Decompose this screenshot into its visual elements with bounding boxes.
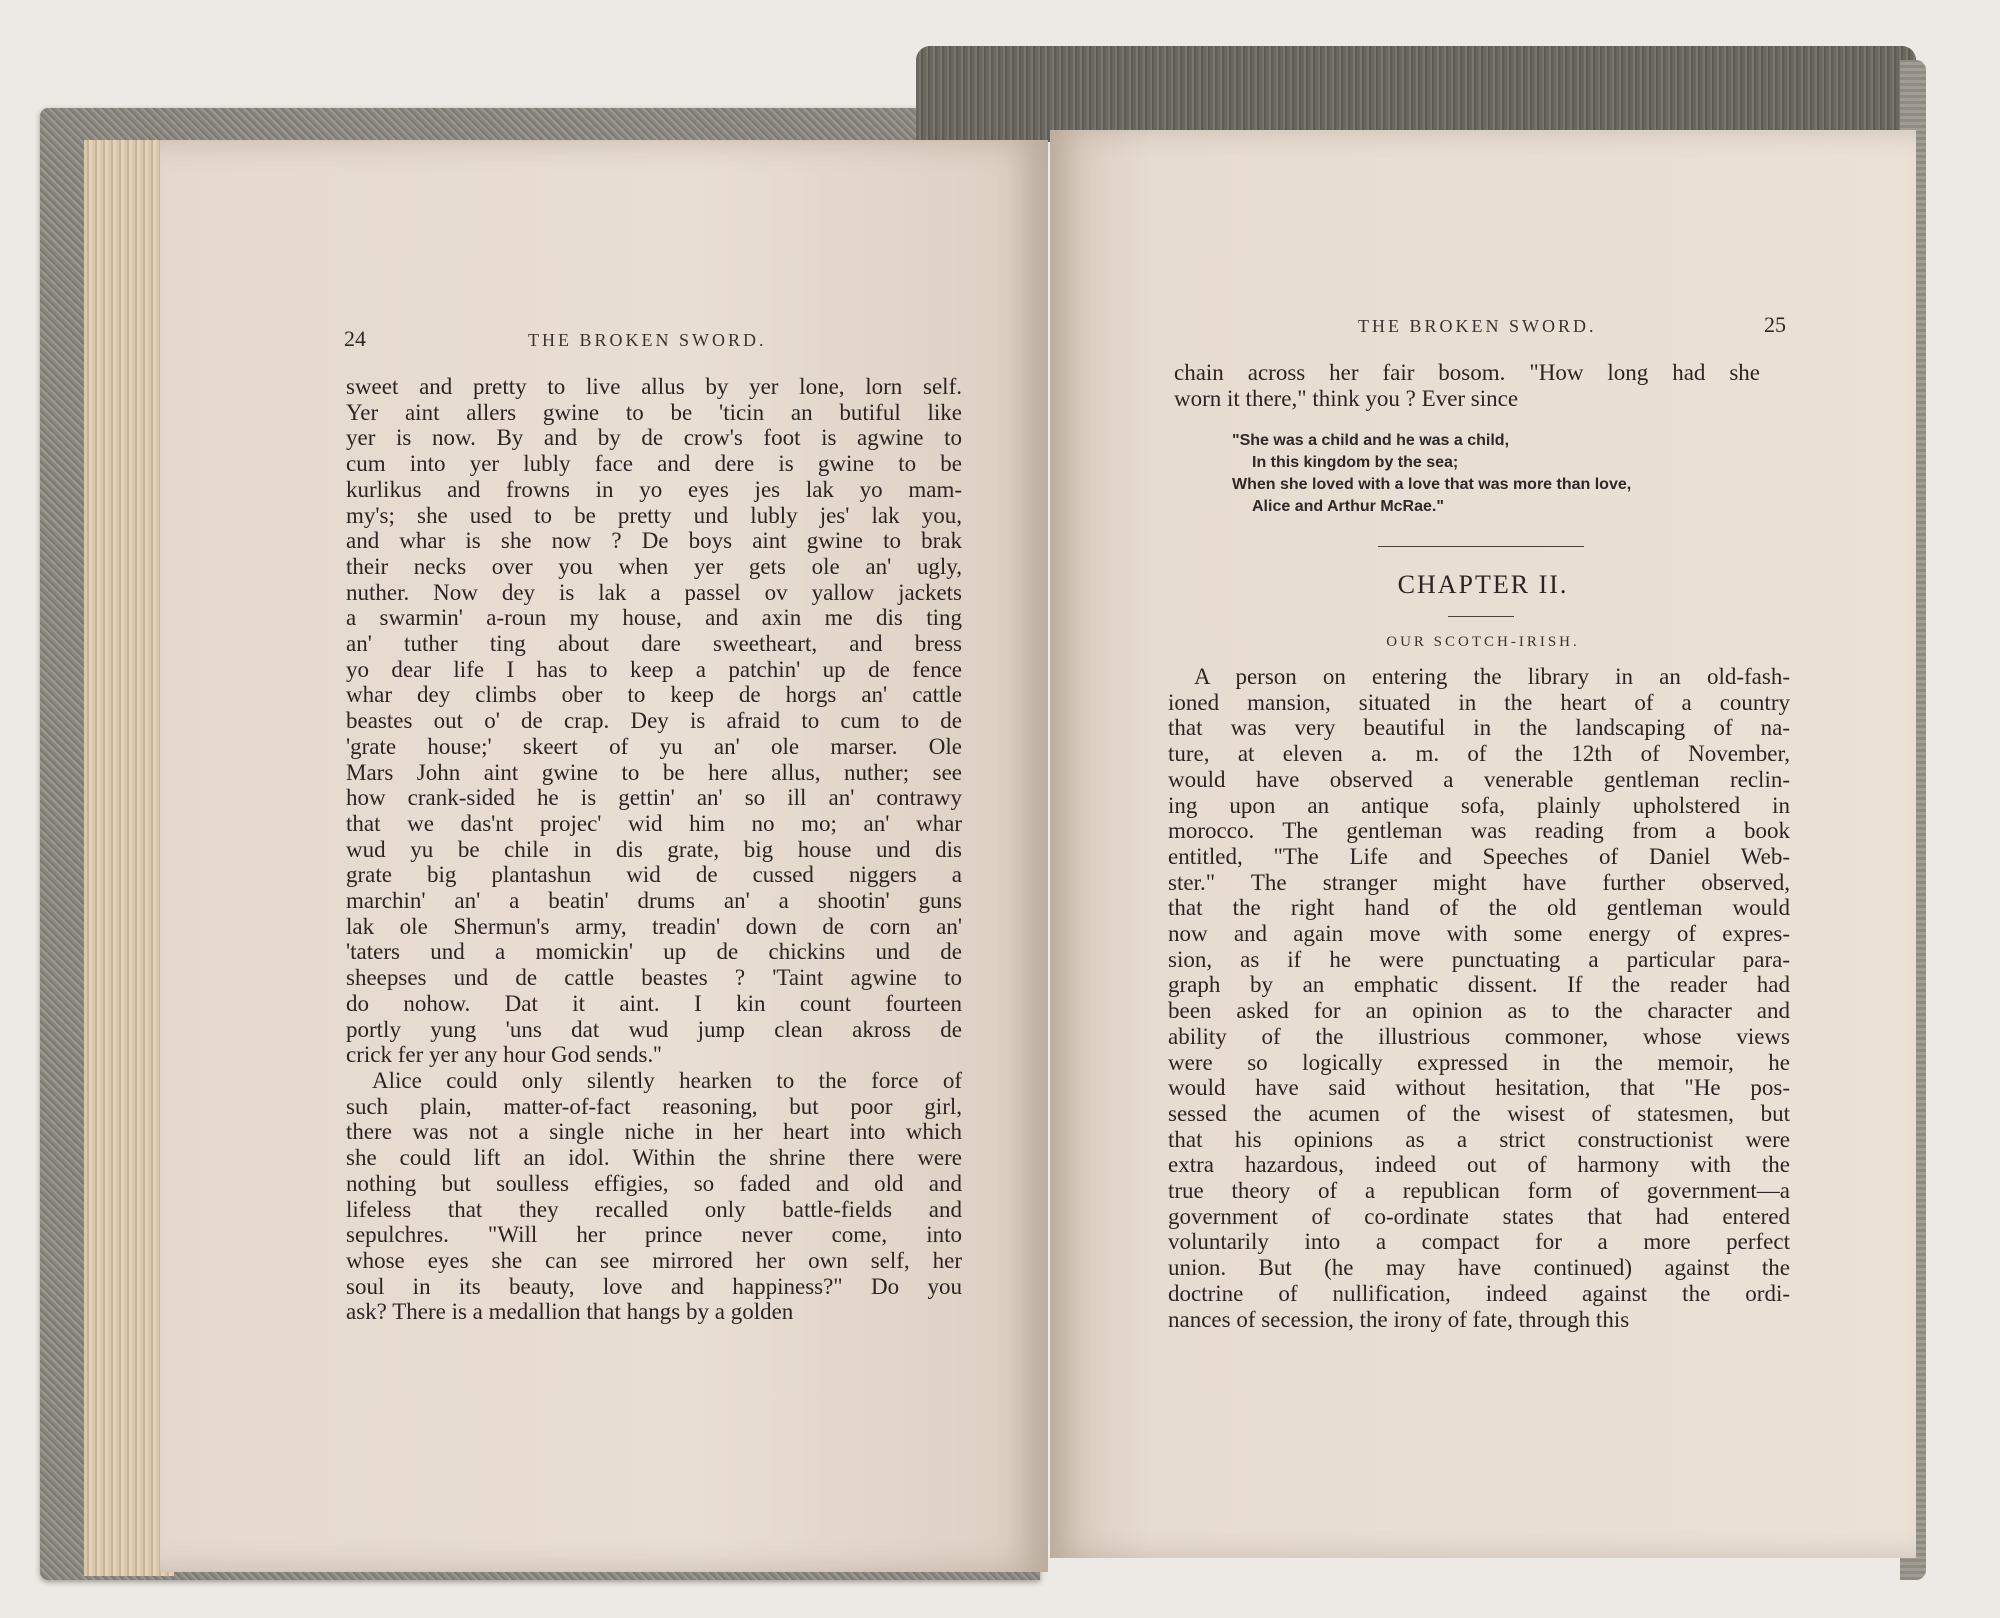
right-page-body bbox=[1168, 664, 1790, 1332]
text-line: chain across her fair bosom. "How long had she bbox=[1174, 360, 1760, 385]
text-line: ioned mansion, situated in the heart of a country bbox=[1168, 689, 1790, 715]
text-line: beastes out o' de crap. Dey is afraid to cum to de bbox=[346, 708, 962, 734]
text-line: morocco. The gentleman was reading from a book bbox=[1168, 818, 1790, 844]
text-line: extra hazardous, indeed out of harmony with the bbox=[1168, 1152, 1790, 1178]
text-line: ability of the illustrious commoner, whose views bbox=[1168, 1023, 1790, 1049]
poem-line: Alice and Arthur McRae." bbox=[1252, 498, 1444, 515]
text-line: doctrine of nullification, indeed against the ordi- bbox=[1168, 1280, 1790, 1306]
text-line: Yer aint allers gwine to be 'ticin an butiful like bbox=[346, 399, 962, 425]
text-line: portly yung 'uns dat wud jump clean akross de bbox=[346, 1016, 962, 1042]
text-line: voluntarily into a compact for a more perfect bbox=[1168, 1229, 1790, 1255]
chapter-title-rule bbox=[1448, 616, 1514, 617]
text-line: marchin' an' a beatin' drums an' a shootin' guns bbox=[346, 888, 962, 914]
text-line: Mars John aint gwine to be here allus, nuther; see bbox=[346, 759, 962, 785]
text-line: an' tuther ting about dare sweetheart, and bress bbox=[346, 631, 962, 657]
text-line: ster." The stranger might have further observed, bbox=[1168, 869, 1790, 895]
text-line: worn it there," think you ? Ever since bbox=[1174, 385, 1519, 411]
text-line: my's; she used to be pretty und lubly jes' lak you, bbox=[346, 502, 962, 528]
text-line: lifeless that they recalled only battle-fields and bbox=[346, 1196, 962, 1222]
text-line: whose eyes she can see mirrored her own self, her bbox=[346, 1247, 962, 1273]
text-line: soul in its beauty, love and happiness?" Do you bbox=[346, 1273, 962, 1299]
text-line: yo dear life I has to keep a patchin' up de fence bbox=[346, 656, 962, 682]
text-line: there was not a single niche in her heart into which bbox=[346, 1119, 962, 1145]
text-line: yer is now. By and by de crow's foot is agwine to bbox=[346, 425, 962, 451]
text-line: sessed the acumen of the wisest of statesmen, but bbox=[1168, 1100, 1790, 1126]
text-line: crick fer yer any hour God sends.'' bbox=[346, 1042, 662, 1068]
text-line: sion, as if he were punctuating a particular para- bbox=[1168, 946, 1790, 972]
left-page-body bbox=[346, 374, 962, 1325]
text-line: that the right hand of the old gentleman would bbox=[1168, 895, 1790, 921]
text-line: graph by an emphatic dissent. If the reader had bbox=[1168, 972, 1790, 998]
poem-quote bbox=[1232, 430, 1752, 518]
text-line: sweet and pretty to live allus by yer lone, lorn self. bbox=[346, 374, 962, 399]
text-line: do nohow. Dat it aint. I kin count fourteen bbox=[346, 990, 962, 1016]
text-line: lak ole Shermun's army, treadin' down de corn an' bbox=[346, 913, 962, 939]
text-line: that his opinions as a strict constructionist were bbox=[1168, 1126, 1790, 1152]
text-line: nothing but soulless effigies, so faded and old and bbox=[346, 1170, 962, 1196]
left-page-number: 24 bbox=[344, 326, 366, 351]
text-line: and whar is she now ? De boys aint gwine to brak bbox=[346, 528, 962, 554]
text-line: ing upon an antique sofa, plainly upholstered in bbox=[1168, 792, 1790, 818]
text-line: A person on entering the library in an old-fash- bbox=[1194, 664, 1790, 689]
text-line: nuther. Now dey is lak a passel ov yallow jackets bbox=[346, 579, 962, 605]
text-line: 'grate house;' skeert of yu an' ole marser. Ole bbox=[346, 733, 962, 759]
text-line: she could lift an idol. Within the shrine there were bbox=[346, 1145, 962, 1171]
text-line: cum into yer lubly face and dere is gwine to be bbox=[346, 451, 962, 477]
text-line: whar dey climbs ober to keep de horgs an' cattle bbox=[346, 682, 962, 708]
text-line: wud yu be chile in dis grate, big house und dis bbox=[346, 836, 962, 862]
text-line: been asked for an opinion as to the character and bbox=[1168, 998, 1790, 1024]
text-line: grate big plantashun wid de cussed niggers a bbox=[346, 862, 962, 888]
text-line: that was very beautiful in the landscaping of na- bbox=[1168, 715, 1790, 741]
right-page-opening-text bbox=[1174, 360, 1760, 411]
chapter-title: CHAPTER II. bbox=[1397, 570, 1569, 599]
text-line: would have observed a venerable gentleman reclin- bbox=[1168, 766, 1790, 792]
text-line: sheepses und de cattle beastes ? 'Taint agwine to bbox=[346, 965, 962, 991]
text-line: sepulchres. "Will her prince never come, into bbox=[346, 1222, 962, 1248]
text-line: kurlikus and frowns in yo eyes jes lak yo mam- bbox=[346, 476, 962, 502]
text-line: that we das'nt projec' wid him no mo; an' whar bbox=[346, 810, 962, 836]
right-book-page-edges bbox=[916, 46, 1916, 142]
poem-line: "She was a child and he was a child, bbox=[1232, 432, 1510, 449]
text-line: now and again move with some energy of expres- bbox=[1168, 921, 1790, 947]
text-line: entitled, "The Life and Speeches of Daniel Web- bbox=[1168, 843, 1790, 869]
chapter-subtitle: OUR SCOTCH-IRISH. bbox=[1386, 634, 1580, 650]
section-divider bbox=[1378, 546, 1584, 547]
text-line: government of co-ordinate states that had entered bbox=[1168, 1203, 1790, 1229]
text-line: ask? There is a medallion that hangs by a golden bbox=[346, 1299, 794, 1325]
text-line: such plain, matter-of-fact reasoning, but poor girl, bbox=[346, 1093, 962, 1119]
text-line: 'taters und a momickin' up de chickins und de bbox=[346, 939, 962, 965]
text-line: true theory of a republican form of government—a bbox=[1168, 1178, 1790, 1204]
right-running-head: THE BROKEN SWORD. bbox=[1358, 316, 1597, 336]
text-line: would have said without hesitation, that "He pos- bbox=[1168, 1075, 1790, 1101]
text-line: nances of secession, the irony of fate, through this bbox=[1168, 1306, 1630, 1332]
text-line: a swarmin' a-roun my house, and axin me dis ting bbox=[346, 605, 962, 631]
left-running-head: THE BROKEN SWORD. bbox=[528, 330, 767, 350]
text-line: how crank-sided he is gettin' an' so ill an' contrawy bbox=[346, 785, 962, 811]
text-line: their necks over you when yer gets ole an' ugly, bbox=[346, 553, 962, 579]
text-line: were so logically expressed in the memoir, he bbox=[1168, 1049, 1790, 1075]
right-page-number: 25 bbox=[1764, 312, 1786, 337]
text-line: ture, at eleven a. m. of the 12th of November, bbox=[1168, 741, 1790, 767]
poem-line: When she loved with a love that was more than love, bbox=[1232, 476, 1632, 493]
text-line: union. But (he may have continued) against the bbox=[1168, 1255, 1790, 1281]
text-line: Alice could only silently hearken to the force of bbox=[372, 1067, 962, 1093]
poem-line: In this kingdom by the sea; bbox=[1252, 454, 1459, 471]
